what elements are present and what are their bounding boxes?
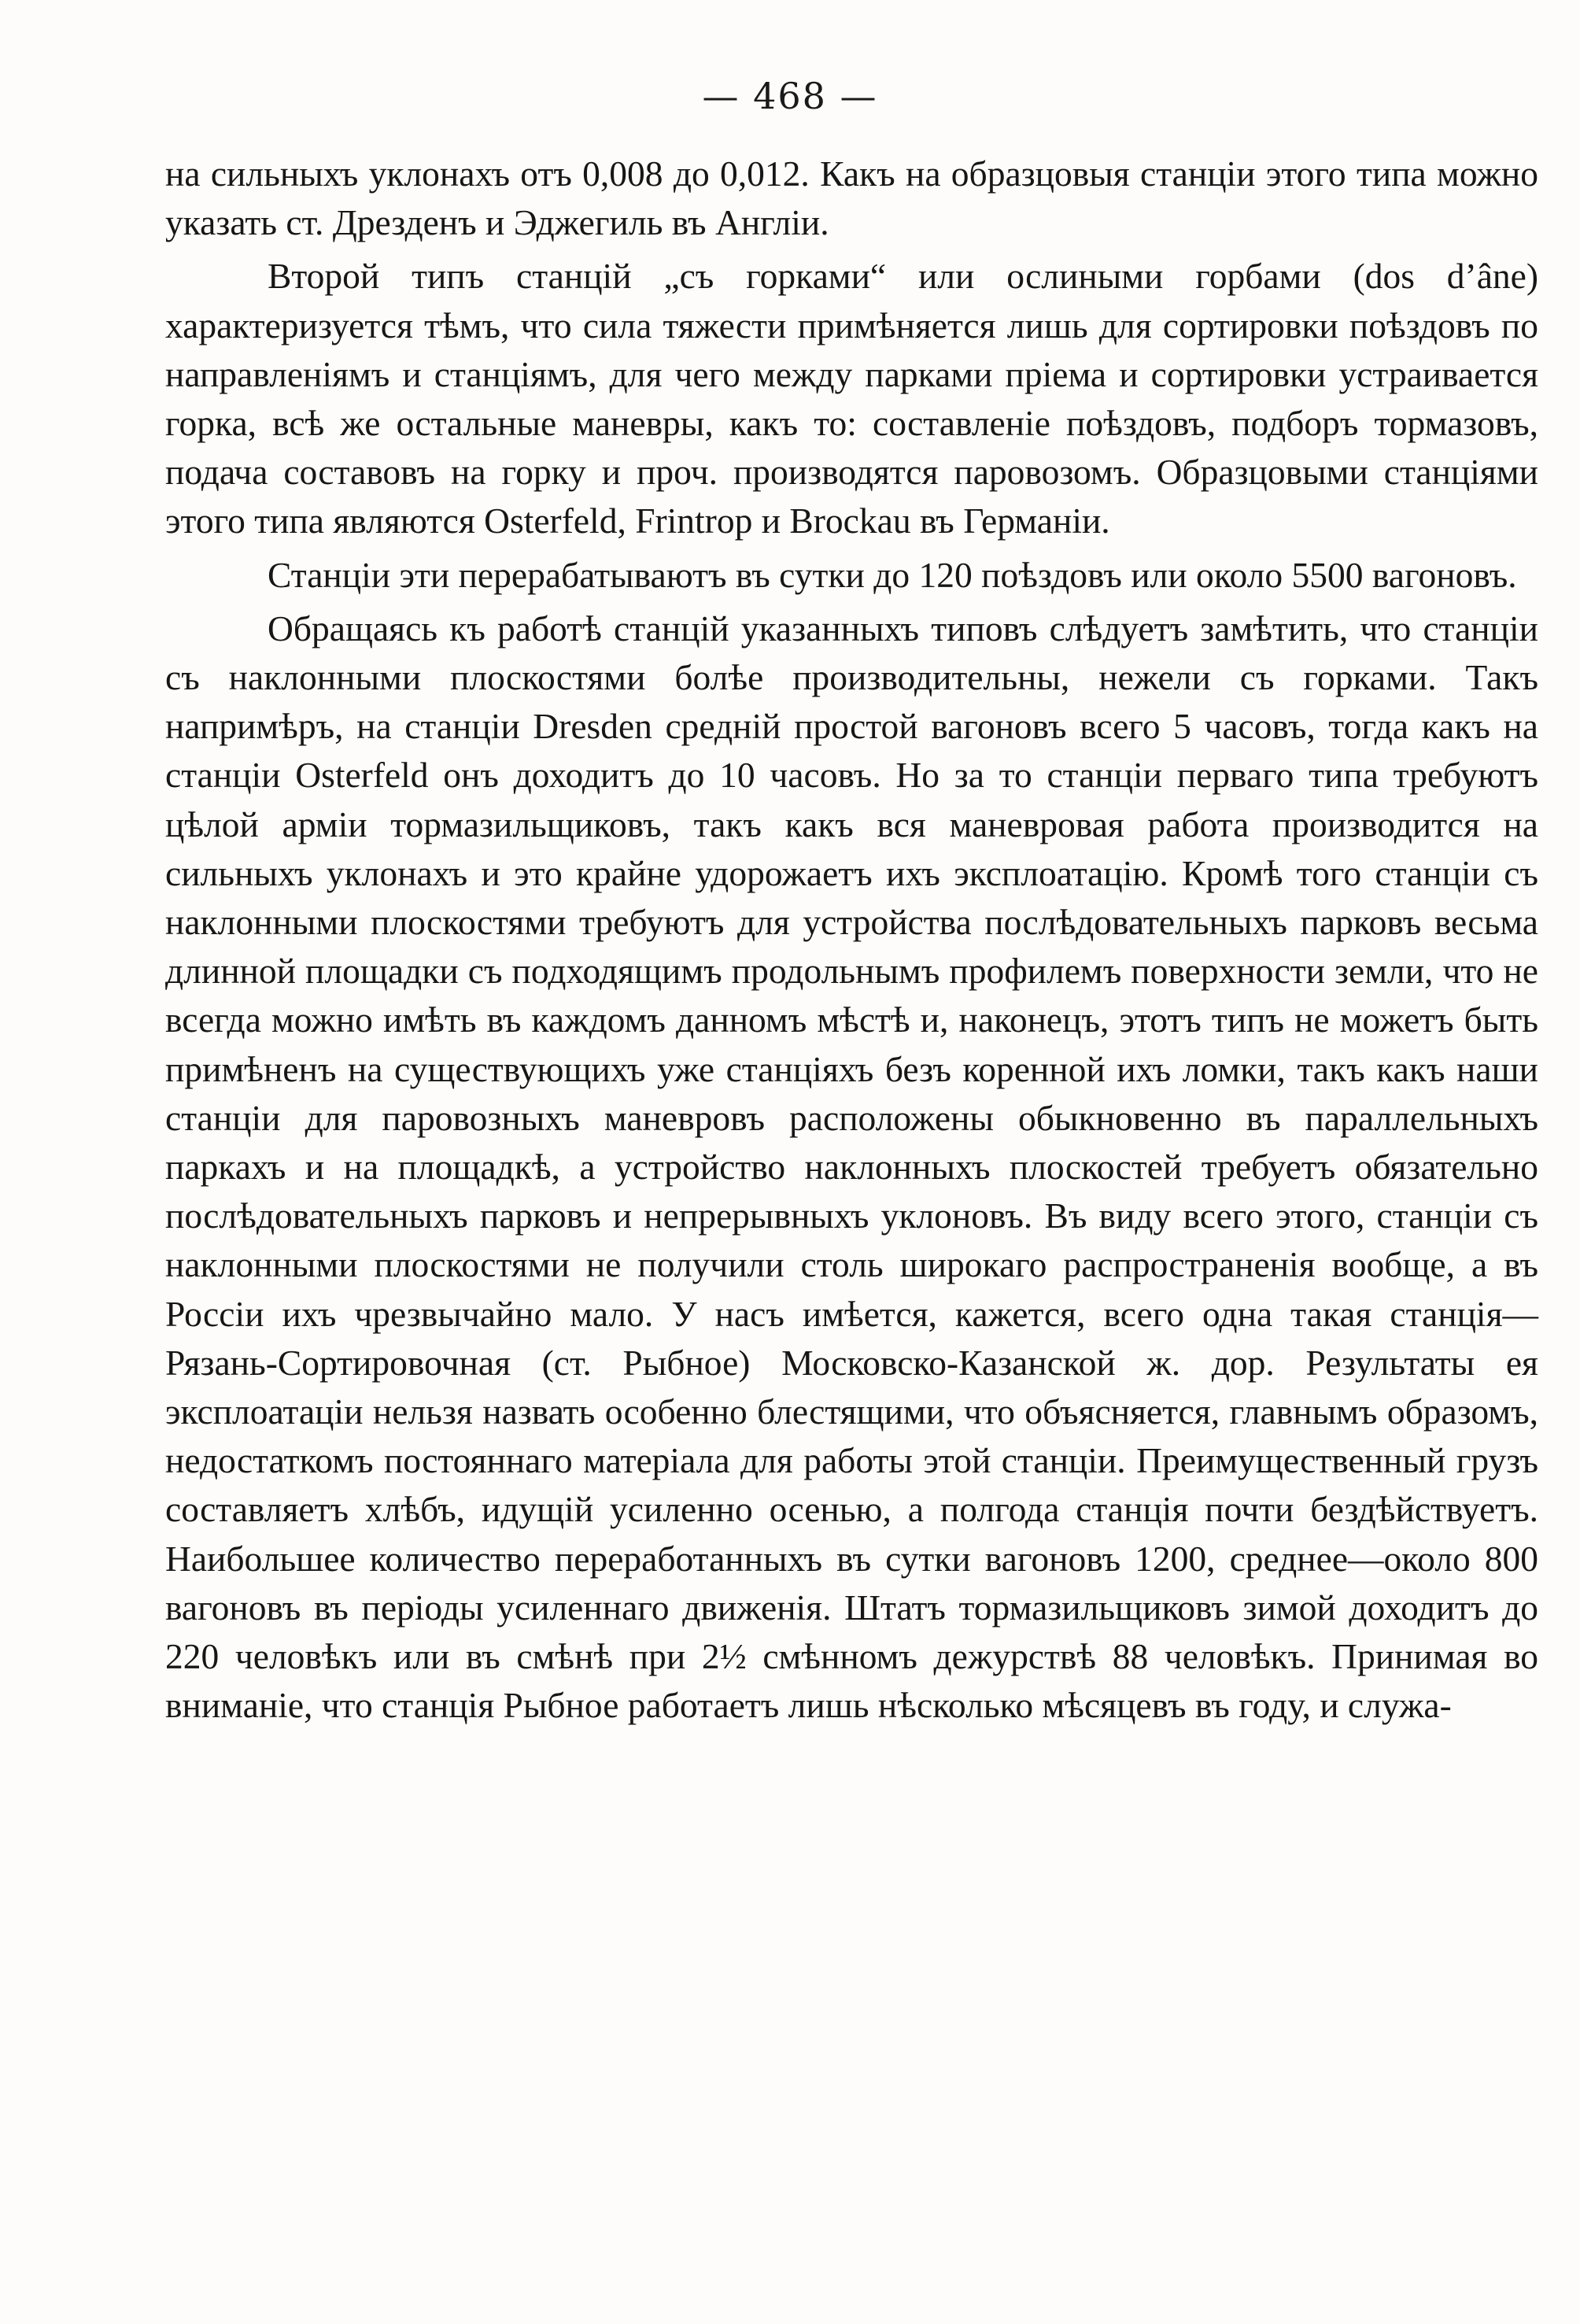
paragraph: Обращаясь къ работѣ станцій указанныхъ типовъ слѣдуетъ замѣтить, что станціи съ наклонными плоскостями болѣе производительны, нежели съ горками. Такъ напримѣръ, на станціи Dresden средній простой вагоновъ всего 5 часовъ, тогда какъ на станціи Osterfeld онъ доходитъ до 10 часовъ. Но за то станціи перваго типа требуютъ цѣлой арміи тормазильщиковъ, такъ какъ вся маневровая работа производится на сильныхъ уклонахъ и это крайне удорожаетъ ихъ эксплоатацію. Кромѣ того станціи съ наклонными плоскостями требуютъ для устройства послѣдовательныхъ парковъ весьма длинной площадки съ подходящимъ продольнымъ профилемъ поверхности земли, что не всегда можно имѣть въ каждомъ данномъ мѣстѣ и, наконецъ, этотъ типъ не можетъ быть примѣненъ на существующихъ уже станціяхъ безъ коренной ихъ ломки, такъ какъ наши станціи для паровозныхъ маневровъ расположены обыкновенно въ параллельныхъ паркахъ и на площадкѣ, а устройство наклонныхъ плоскостей требуетъ обязательно послѣдовательныхъ парковъ и непрерывныхъ уклоновъ. Въ виду всего этого, станціи съ наклонными плоскостями не получили столь широкаго распространенія вообще, а въ Россіи ихъ чрезвычайно мало. У насъ имѣется, кажется, всего одна такая станція— Рязань-Сортировочная (ст. Рыбное) Московско-Казанской ж. дор. Результаты ея эксплоатаціи нельзя назвать особенно блестящими, что объясняется, главнымъ образомъ, недостаткомъ постояннаго матеріала для работы этой станціи. Преимущественный грузъ составляетъ хлѣбъ, идущій усиленно осенью, а полгода станція почти бездѣйствуетъ. Наибольшее количество переработанныхъ въ сутки вагоновъ 1200, среднее—около 800 вагоновъ въ періоды усиленнаго движенія. Штатъ тормазильщиковъ зимой доходитъ до 220 человѣкъ или въ смѣнѣ при 2½ смѣнномъ дежурствѣ 88 человѣкъ. Принимая во вниманіе, что станція Рыбное работаетъ лишь нѣсколько мѣсяцевъ въ году, и служа- (165, 608, 1538, 1726)
paragraph: Второй типъ станцій „съ горками“ или ослиными горбами (dos d’âne) характеризуется тѣмъ, что сила тяжести примѣняется лишь для сортировки поѣздовъ по направленіямъ и станціямъ, для чего между парками пріема и сортировки устраивается горка, всѣ же остальные маневры, какъ то: составленіе поѣздовъ, подборъ тормазовъ, подача составовъ на горку и проч. производятся паровозомъ. Образцовыми станціями этого типа являются Osterfeld, Frintrop и Brockau въ Германіи. (165, 256, 1538, 541)
page-body (165, 150, 1538, 1731)
paragraph: Станціи эти перерабатываютъ въ сутки до 120 поѣздовъ или около 5500 вагоновъ. (268, 554, 1517, 595)
paragraph: на сильныхъ уклонахъ отъ 0,008 до 0,012. Какъ на образцовыя станціи этого типа можно указать ст. Дрезденъ и Эджегиль въ Англіи. (165, 153, 1538, 243)
page-number: — 468 — (702, 75, 878, 117)
